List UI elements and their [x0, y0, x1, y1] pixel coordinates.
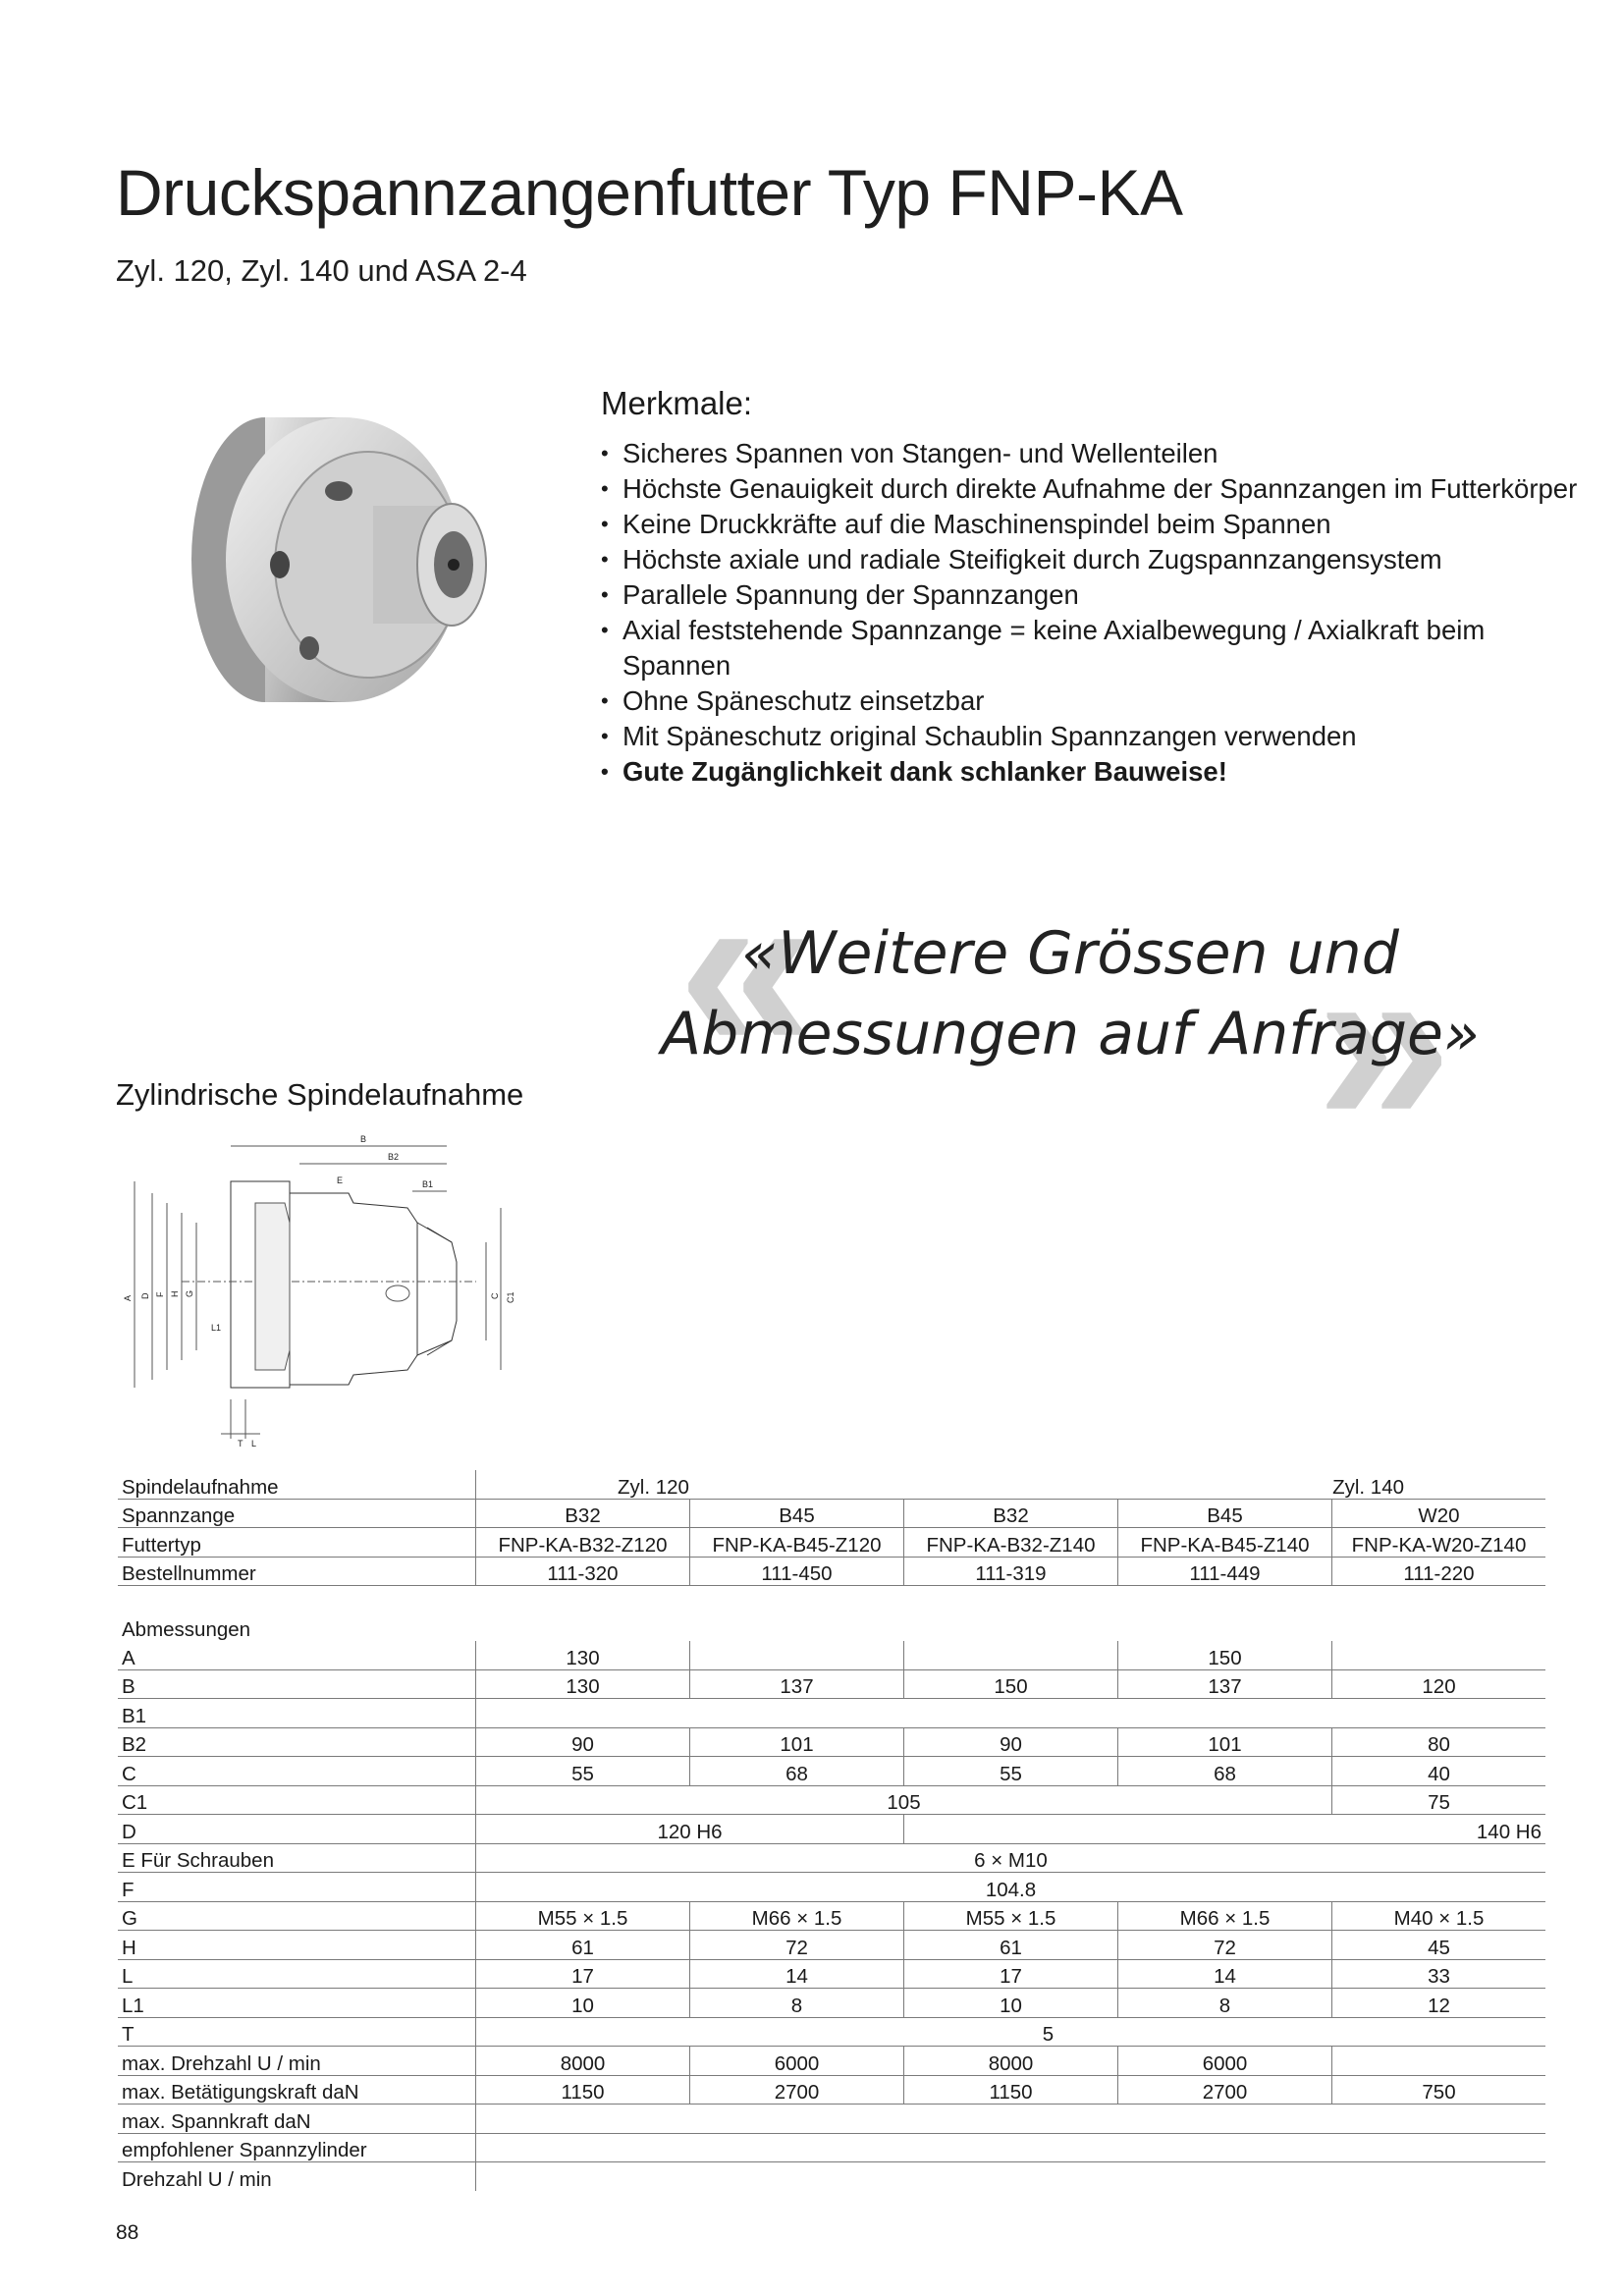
table-cell: FNP-KA-B45-Z140: [1118, 1528, 1332, 1558]
table-row-spannzange: [118, 1499, 1545, 1528]
table-cell: 140 H6: [904, 1815, 1546, 1844]
row-label: E Für Schrauben: [118, 1843, 476, 1873]
table-cell: 68: [1118, 1757, 1332, 1786]
row-label: max. Drehzahl U / min: [118, 2047, 476, 2076]
table-row-e: [118, 1843, 1545, 1873]
table-row-b1: [118, 1699, 1545, 1728]
table-cell: FNP-KA-B32-Z120: [476, 1528, 690, 1558]
table-cell: B32: [904, 1499, 1118, 1528]
table-cell: 1150: [904, 2075, 1118, 2105]
table-cell: 80: [1332, 1727, 1546, 1757]
section-title: Zylindrische Spindelaufnahme: [116, 1077, 524, 1112]
table-cell: FNP-KA-W20-Z140: [1332, 1528, 1546, 1558]
table-row-b: [118, 1669, 1545, 1699]
feature-item: • Ohne Späneschutz einsetzbar: [601, 683, 1583, 719]
table-cell: 111-319: [904, 1557, 1118, 1586]
table-cell: 2700: [690, 2075, 904, 2105]
table-cell: 150: [1118, 1641, 1332, 1669]
table-cell: 137: [690, 1669, 904, 1699]
dim-label-B1: B1: [422, 1179, 434, 1189]
table-cell: 150: [904, 1669, 1118, 1699]
quote-line-1: «Weitere Grössen und: [741, 919, 1399, 988]
table-cell: 45: [1332, 1931, 1546, 1960]
row-label: T: [118, 2017, 476, 2047]
quote-close-mark: »: [1316, 903, 1453, 1177]
table-cell: 10: [476, 1989, 690, 2018]
row-label: B2: [118, 1727, 476, 1757]
page-number: 88: [116, 2221, 139, 2244]
feature-item: • Höchste Genauigkeit durch direkte Aufnahme der Spannzangen im Futterkörper: [601, 471, 1583, 507]
row-label: B1: [118, 1699, 476, 1728]
dim-label-B: B: [360, 1134, 367, 1144]
table-cell: 72: [1118, 1931, 1332, 1960]
specification-table: [118, 1470, 1545, 2191]
table-cell: 72: [690, 1931, 904, 1960]
table-cell: 6 × M10: [476, 1843, 1546, 1873]
row-label: L: [118, 1959, 476, 1989]
table-cell: M40 × 1.5: [1332, 1901, 1546, 1931]
feature-item: • Höchste axiale und radiale Steifigkeit durch Zugspannzangensystem: [601, 542, 1583, 577]
table-cell: 61: [476, 1931, 690, 1960]
table-row-h: [118, 1931, 1545, 1960]
table-row-c: [118, 1757, 1545, 1786]
table-cell: 104.8: [476, 1873, 1546, 1902]
feature-item-bold: • Gute Zugänglichkeit dank schlanker Bauweise!: [601, 754, 1583, 790]
table-cell: 105: [476, 1785, 1332, 1815]
table-row-drehzahl: [118, 2047, 1545, 2076]
table-cell: 101: [1118, 1727, 1332, 1757]
table-cell: FNP-KA-B32-Z140: [904, 1528, 1118, 1558]
row-label: Spannzange: [118, 1499, 476, 1528]
table-cell: B32: [476, 1499, 690, 1528]
feature-item: • Axial feststehende Spannzange = keine Axialbewegung / Axialkraft beim Spannen: [601, 613, 1583, 683]
table-row-abmessungen: [118, 1613, 1545, 1641]
page-title: Druckspannzangenfutter Typ FNP-KA: [116, 156, 1183, 229]
table-cell: 130: [476, 1669, 690, 1699]
row-label: max. Betätigungskraft daN: [118, 2075, 476, 2105]
table-spacer: [118, 1586, 1545, 1614]
table-cell: 90: [904, 1727, 1118, 1757]
row-label: D: [118, 1815, 476, 1844]
row-label: max. Spannkraft daN: [118, 2105, 476, 2134]
table-row-spannkraft: [118, 2105, 1545, 2134]
table-cell: 111-450: [690, 1557, 904, 1586]
dim-label-D: D: [140, 1292, 150, 1299]
table-cell: [690, 1641, 904, 1669]
row-label: C1: [118, 1785, 476, 1815]
row-label: L1: [118, 1989, 476, 2018]
table-cell: 33: [1332, 1959, 1546, 1989]
table-cell: [1332, 2047, 1546, 2076]
table-cell: M55 × 1.5: [476, 1901, 690, 1931]
table-cell: [904, 1641, 1118, 1669]
row-label: H: [118, 1931, 476, 1960]
table-cell: 55: [904, 1757, 1118, 1786]
quote-open-mark: «: [677, 830, 815, 1104]
table-cell: 120: [1332, 1669, 1546, 1699]
table-cell: 101: [690, 1727, 904, 1757]
features-list: [601, 436, 1583, 790]
row-label: G: [118, 1901, 476, 1931]
row-label: empfohlener Spannzylinder: [118, 2133, 476, 2162]
table-cell: 17: [476, 1959, 690, 1989]
table-row-g: [118, 1901, 1545, 1931]
dim-label-T: T: [238, 1439, 243, 1449]
collet-chuck-photo-icon: [147, 403, 540, 717]
dim-label-C: C: [490, 1292, 500, 1299]
table-cell: M55 × 1.5: [904, 1901, 1118, 1931]
table-row-b2: [118, 1727, 1545, 1757]
table-cell: [476, 1470, 1546, 1499]
features-heading: Merkmale:: [601, 385, 753, 421]
table-cell: 61: [904, 1931, 1118, 1960]
row-label: Bestellnummer: [118, 1557, 476, 1586]
table-cell: 55: [476, 1757, 690, 1786]
table-row-drehzahl-end: [118, 2162, 1545, 2191]
features-section: [601, 385, 1583, 790]
table-cell: 8: [690, 1989, 904, 2018]
feature-item: • Sicheres Spannen von Stangen- und Wellenteilen: [601, 436, 1583, 471]
table-cell: 40: [1332, 1757, 1546, 1786]
table-row-betaetigungskraft: [118, 2075, 1545, 2105]
table-cell: 12: [1332, 1989, 1546, 2018]
table-row-spindelaufnahme: [118, 1470, 1545, 1499]
table-row-f: [118, 1873, 1545, 1902]
table-row-c1: [118, 1785, 1545, 1815]
table-row-a: [118, 1641, 1545, 1669]
feature-item: • Keine Druckkräfte auf die Maschinenspindel beim Spannen: [601, 507, 1583, 542]
table-cell: M66 × 1.5: [690, 1901, 904, 1931]
table-cell: 2700: [1118, 2075, 1332, 2105]
zyl-140-group: Zyl. 140: [1332, 1475, 1404, 1499]
table-row-futtertyp: [118, 1528, 1545, 1558]
table-cell: [476, 2133, 1546, 2162]
table-cell: W20: [1332, 1499, 1546, 1528]
table-cell: 5: [476, 2017, 1546, 2047]
table-cell: 6000: [690, 2047, 904, 2076]
table-cell: 10: [904, 1989, 1118, 2018]
row-label: F: [118, 1873, 476, 1902]
dim-label-L: L: [251, 1439, 257, 1449]
table-cell: B45: [1118, 1499, 1332, 1528]
table-cell: [1332, 1641, 1546, 1669]
table-cell: 17: [904, 1959, 1118, 1989]
dim-label-B2: B2: [388, 1152, 400, 1162]
dim-label-A: A: [123, 1294, 133, 1301]
table-cell: 130: [476, 1641, 690, 1669]
table-cell: 1150: [476, 2075, 690, 2105]
table-cell: 8000: [904, 2047, 1118, 2076]
table-cell: 750: [1332, 2075, 1546, 2105]
table-cell: 68: [690, 1757, 904, 1786]
table-cell: B45: [690, 1499, 904, 1528]
table-cell: 14: [690, 1959, 904, 1989]
row-label: Abmessungen: [122, 1618, 251, 1641]
table-cell: 111-320: [476, 1557, 690, 1586]
technical-drawing: [123, 1134, 565, 1453]
dim-label-C1: C1: [506, 1291, 515, 1303]
table-cell: 6000: [1118, 2047, 1332, 2076]
table-cell: [476, 2162, 1546, 2191]
dim-label-G: G: [185, 1289, 194, 1297]
request-quote: [638, 913, 1502, 1074]
table-cell: 120 H6: [476, 1815, 904, 1844]
table-cell: 75: [1332, 1785, 1546, 1815]
table-cell: M66 × 1.5: [1118, 1901, 1332, 1931]
table-cell: 8000: [476, 2047, 690, 2076]
table-cell: 8: [1118, 1989, 1332, 2018]
table-cell: 137: [1118, 1669, 1332, 1699]
row-label: Futtertyp: [118, 1528, 476, 1558]
table-cell: 14: [1118, 1959, 1332, 1989]
table-cell: FNP-KA-B45-Z120: [690, 1528, 904, 1558]
row-label: A: [118, 1641, 476, 1669]
table-row-l1: [118, 1989, 1545, 2018]
table-row-d: [118, 1815, 1545, 1844]
feature-item: • Mit Späneschutz original Schaublin Spannzangen verwenden: [601, 719, 1583, 754]
row-label: Spindelaufnahme: [118, 1470, 476, 1499]
dim-label-H: H: [170, 1290, 180, 1297]
table-cell: 111-449: [1118, 1557, 1332, 1586]
row-label: B: [118, 1669, 476, 1699]
table-row-l: [118, 1959, 1545, 1989]
dim-label-L1: L1: [211, 1323, 222, 1333]
zyl-120-group: Zyl. 120: [618, 1475, 689, 1499]
table-cell: 90: [476, 1727, 690, 1757]
dim-label-E: E: [337, 1175, 344, 1185]
table-row-t: [118, 2017, 1545, 2047]
table-row-bestellnummer: [118, 1557, 1545, 1586]
table-cell: [476, 1699, 1546, 1728]
feature-item: • Parallele Spannung der Spannzangen: [601, 577, 1583, 613]
dim-label-F: F: [155, 1291, 165, 1297]
row-label: C: [118, 1757, 476, 1786]
quote-line-2: Abmessungen auf Anfrage»: [661, 1000, 1480, 1068]
table-cell: [476, 2105, 1546, 2134]
table-cell: 111-220: [1332, 1557, 1546, 1586]
row-label: Drehzahl U / min: [118, 2162, 476, 2191]
table-row-spannzylinder: [118, 2133, 1545, 2162]
page-subtitle: Zyl. 120, Zyl. 140 und ASA 2-4: [116, 253, 527, 288]
